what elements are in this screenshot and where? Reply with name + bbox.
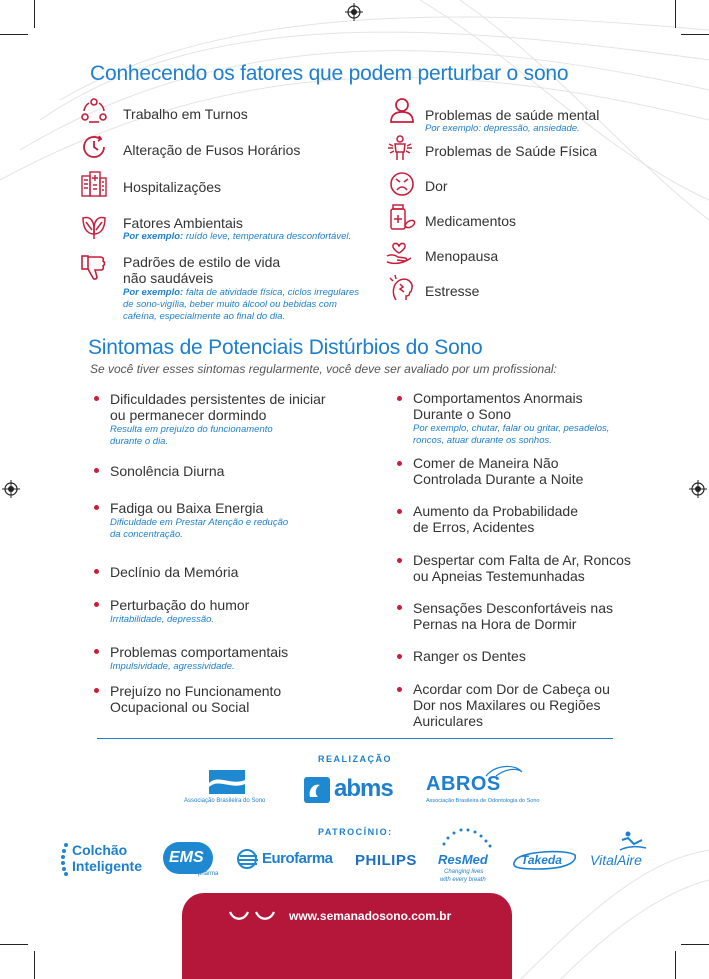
bullet-icon — [397, 654, 402, 659]
patrocinio-label: PATROCÍNIO: — [318, 827, 393, 837]
philips-logo: PHILIPS — [355, 852, 417, 869]
symptom-item: Comer de Maneira Não Controlada Durante a Noite — [413, 455, 584, 487]
resmed-tagline-2: with every breath — [440, 877, 486, 883]
registration-mark-icon — [345, 3, 363, 21]
crop-mark — [0, 34, 28, 35]
abs-caption: Associação Brasileira do Sono — [184, 798, 266, 804]
bullet-icon — [397, 396, 402, 401]
abms-logo — [304, 775, 399, 805]
footer-band — [182, 893, 512, 979]
factor-menopause: Menopausa — [425, 248, 499, 264]
factor-pain: Dor — [425, 178, 448, 194]
closed-eyes-icon — [228, 909, 278, 923]
abs-logo-mark-icon — [209, 770, 245, 794]
bullet-icon — [397, 687, 402, 692]
crop-mark — [0, 944, 28, 945]
resmed-logo — [436, 826, 496, 888]
bullet-icon — [94, 649, 99, 654]
bullet-icon — [397, 558, 402, 563]
colchao-inteligente-logo — [60, 840, 155, 880]
bullet-icon — [94, 505, 99, 510]
symptom-note: Dificuldade em Prestar Atenção e redução da concentração. — [110, 517, 289, 540]
factor-physical-health: Problemas de Saúde Física — [425, 143, 597, 159]
takeda-logo — [507, 847, 579, 873]
section2-subtitle: Se você tiver esses sintomas regularmente, você deve ser avaliado por um profissional: — [90, 362, 557, 376]
abs-logo — [182, 770, 272, 810]
factor-environmental: Fatores Ambientais — [123, 215, 243, 231]
symptom-item: Comportamentos Anormais Durante o Sono — [413, 390, 583, 422]
factor-hospitalizations: Hospitalizações — [123, 179, 222, 195]
colchao-line1: Colchão — [72, 842, 128, 858]
vitalaire-figure-icon — [618, 830, 648, 852]
resmed-dots-icon — [438, 826, 494, 850]
factor-lifestyle — [123, 254, 280, 286]
symptom-item: Problemas comportamentais — [110, 644, 289, 660]
resmed-tagline-1: Changing lives — [444, 869, 484, 875]
symptom-item: Ranger os Dentes — [413, 648, 526, 664]
abros-text: ABROS — [426, 773, 501, 795]
registration-mark-icon — [689, 480, 707, 498]
factor-lifestyle-line1: Padrões de estilo de vida — [123, 254, 281, 270]
vitalaire-logo — [588, 830, 658, 878]
takeda-text: Takeda — [521, 853, 562, 867]
abros-caption: Associação Brasileira de Odontologia do Sono — [426, 798, 540, 804]
symptom-item: Declínio da Memória — [110, 564, 239, 580]
factor-mental-health: Problemas de saúde mental — [425, 107, 600, 123]
factor-shift-work: Trabalho em Turnos — [123, 106, 248, 122]
crop-mark — [34, 0, 35, 28]
symptom-note: Por exemplo, chutar, falar ou gritar, pesadelos, roncos, atuar durante os sonhos. — [413, 423, 610, 446]
bullet-icon — [94, 468, 99, 473]
symptom-note: Irritabilidade, depressão. — [110, 614, 215, 625]
bullet-icon — [94, 602, 99, 607]
abros-logo — [426, 764, 540, 808]
hospital-icon — [80, 170, 108, 198]
physical-health-icon — [386, 134, 414, 162]
factor-lifestyle-note: Por exemplo: falta de atividade física, ciclos irregulares de sono-vigília, beber muito álcool ou bebidas com cafeína, especialmente ao final do dia. — [123, 287, 360, 322]
symptom-note: Resulta em prejuízo do funcionamento durante o dia. — [110, 424, 273, 447]
factor-lifestyle-line2: não saudáveis — [123, 270, 214, 286]
eurofarma-mark-icon — [237, 849, 259, 869]
ems-logo — [163, 842, 223, 878]
eurofarma-logo — [237, 849, 347, 869]
bullet-icon — [397, 605, 402, 610]
thumbs-down-icon — [80, 253, 108, 281]
factor-mental-health-note: Por exemplo: depressão, ansiedade. — [425, 123, 580, 134]
factor-environmental-note: Por exemplo: ruído leve, temperatura desconfortável. — [123, 231, 352, 242]
symptom-item: Sensações Desconfortáveis nas Pernas na Hora de Dormir — [413, 600, 613, 632]
factor-medications: Medicamentos — [425, 213, 517, 229]
crop-mark — [681, 34, 709, 35]
factor-time-zones: Alteração de Fusos Horários — [123, 142, 301, 158]
menopause-icon — [385, 238, 413, 266]
bullet-icon — [94, 396, 99, 401]
colchao-dots-icon — [60, 842, 72, 876]
abms-mark-icon — [304, 777, 330, 803]
colchao-line2: Inteligente — [72, 858, 143, 874]
eurofarma-text: Eurofarma — [262, 850, 333, 867]
crop-mark — [681, 944, 709, 945]
ems-text: EMS — [169, 849, 204, 866]
leaf-icon — [80, 212, 108, 240]
divider — [97, 738, 613, 739]
registration-mark-icon — [2, 480, 20, 498]
bullet-icon — [94, 569, 99, 574]
resmed-text: ResMed — [438, 852, 488, 867]
symptom-item: Prejuízo no Funcionamento Ocupacional ou Social — [110, 683, 282, 715]
stress-icon — [388, 274, 416, 302]
crop-mark — [675, 0, 676, 28]
symptom-note: Impulsividade, agressividade. — [110, 661, 235, 672]
symptom-item: Aumento da Probabilidade de Erros, Acidentes — [413, 503, 579, 535]
medicine-icon — [388, 204, 416, 232]
shift-work-icon — [80, 97, 108, 125]
section1-title: Conhecendo os fatores que podem perturbar o sono — [90, 62, 569, 85]
vitalaire-text: VitalAire — [590, 852, 642, 868]
bullet-icon — [397, 509, 402, 514]
symptom-item: Perturbação do humor — [110, 597, 250, 613]
symptom-item: Despertar com Falta de Ar, Roncos ou Apneias Testemunhadas — [413, 552, 631, 584]
bullet-icon — [94, 688, 99, 693]
crop-mark — [34, 951, 35, 979]
pain-face-icon — [388, 170, 416, 198]
section2-title: Sintomas de Potenciais Distúrbios do Sono — [88, 336, 483, 359]
bullet-icon — [397, 461, 402, 466]
symptom-item: Acordar com Dor de Cabeça ou Dor nos Maxilares ou Regiões Auriculares — [413, 681, 610, 729]
clock-icon — [80, 133, 108, 161]
factor-stress: Estresse — [425, 283, 480, 299]
crop-mark — [675, 951, 676, 979]
symptom-item: Dificuldades persistentes de iniciar ou permanecer dormindo — [110, 391, 326, 423]
abms-text: abms — [334, 775, 393, 802]
symptom-item: Sonolência Diurna — [110, 463, 225, 479]
realizacao-label: REALIZAÇÃO — [318, 754, 392, 764]
footer-url-link[interactable]: www.semanadosono.com.br — [289, 909, 452, 923]
ems-sub: pharma — [198, 871, 219, 877]
person-icon — [388, 96, 416, 124]
symptom-item: Fadiga ou Baixa Energia — [110, 500, 264, 516]
